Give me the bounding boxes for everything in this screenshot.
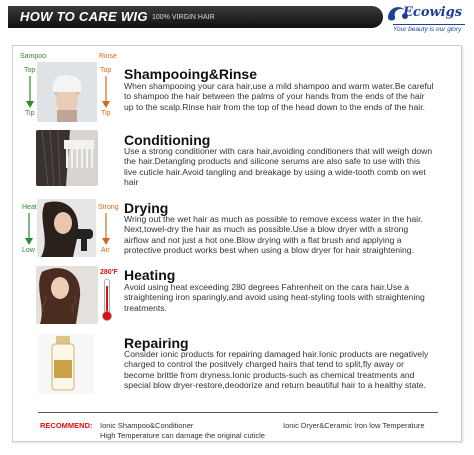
label-top-right: Top	[100, 67, 112, 74]
recommend-item-warning: High Temperature can damage the original cuticle	[100, 431, 265, 440]
label-low: Low	[22, 247, 35, 254]
curly-hair-illustration-icon	[36, 266, 98, 324]
drying-photo	[37, 199, 96, 257]
heading-shampooing: Shampooing&Rinse	[124, 66, 258, 82]
label-sampoo: Sampoo	[20, 53, 47, 60]
recommend-divider	[38, 412, 438, 413]
arrow-down-icon	[102, 76, 110, 108]
shampoo-photo	[37, 62, 97, 122]
logo-text: Ecowigs	[403, 5, 463, 20]
label-tip-right: Tip	[101, 110, 111, 117]
logo-tagline: Your beauty is our glory	[393, 24, 465, 33]
page-title: HOW TO CARE WIG	[20, 9, 148, 24]
text-repairing: Consider ionic products for repairing damaged hair.Ionic products are negatively charged to control the positvely charged hairs that tend to split,fly away or become brittle from dryness.Ionic products-such as chemical treatments and special blow dryer-restore,deodorize and return beautiful hair to a healthy state.	[124, 349, 429, 391]
heading-conditioning: Conditioning	[124, 132, 211, 148]
page-subtitle: 100% VIRGIN HAIR	[152, 14, 215, 21]
label-heat: Heat	[22, 204, 37, 211]
recommend-label: RECOMMEND:	[40, 421, 93, 430]
heading-repairing: Repairing	[124, 335, 189, 351]
heading-heating: Heating	[124, 267, 176, 283]
blow-dryer-illustration-icon	[37, 199, 96, 257]
brand-logo	[385, 2, 465, 36]
text-heating: Avoid using heat exceeding 280 degrees Fahrenheit on the cara hair.Use a straightening iron sparingly,and avoid using heat-styling tools with straightening treatments.	[124, 282, 425, 313]
label-strong: Strong	[98, 204, 119, 211]
conditioning-photo	[36, 130, 98, 186]
temperature-label: 280'F	[100, 269, 118, 276]
heading-drying: Drying	[124, 200, 169, 216]
shampoo-illustration-icon	[37, 62, 97, 122]
heating-photo	[36, 266, 98, 324]
label-air: Air	[101, 247, 110, 254]
arrow-down-icon	[26, 76, 34, 108]
label-rinse: Rinse	[99, 53, 117, 60]
label-tip-left: Tip	[25, 110, 35, 117]
text-conditioning: Use a strong conditioner with cara hair,avoiding conditioners that will weigh down the hair.Detangling products and silicone serums are also safe to use with this live cuticle hair.Avoid tangling and breakage by using a wide-tooth comb on wet hair	[124, 146, 433, 188]
text-shampooing: When shampooing your cara hair,use a mild shampoo and warm water.Be careful to shampoo the hair between the palms of your hands from the ends of the hair up to the scalp.Rinse hair from the top of the head down to the ends of the hair.	[124, 81, 434, 112]
recommend-item-shampoo: Ionic Shampoo&Conditioner	[100, 421, 194, 430]
comb-illustration-icon	[36, 130, 98, 186]
label-top-left: Top	[24, 67, 36, 74]
thermometer-icon	[101, 278, 113, 322]
product-bottle-icon	[38, 334, 94, 394]
header-bar	[0, 0, 474, 38]
text-drying: Wring out the wet hair as much as possible to remove excess water in the hair. Next,towel-dry the hair as much as possible.Use a blow dryer with a strong airflow and not just a hot one.Blow drying with a flat brush and applying a protective product works best when using a blow dryer for hair straightening.	[124, 214, 423, 256]
title-strip	[8, 6, 383, 28]
arrow-down-icon	[25, 213, 33, 245]
recommend-item-dryer: Ionic Dryer&Ceramic Iron low Temperature	[283, 421, 425, 430]
arrow-down-icon	[102, 213, 110, 245]
repairing-photo	[38, 334, 94, 394]
